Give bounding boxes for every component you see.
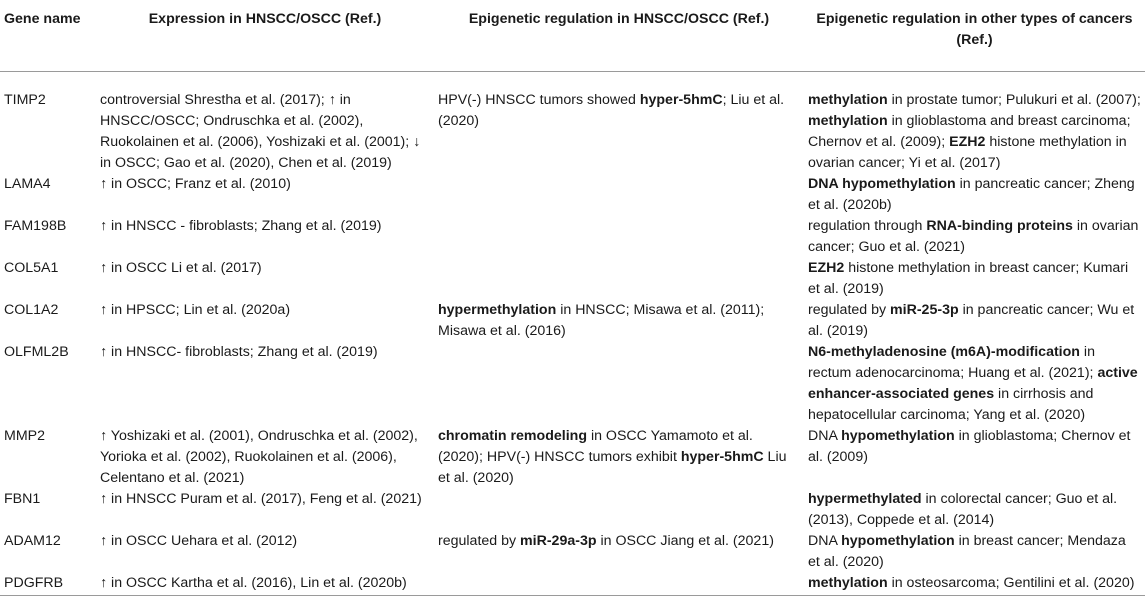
gene-name-cell: OLFML2B	[4, 343, 69, 360]
gene-name-cell: COL1A2	[4, 301, 59, 318]
expression-cell: ↑ in OSCC Uehara et al. (2012)	[100, 532, 298, 549]
bold-term: EZH2	[949, 133, 986, 150]
text-segment: in cirrhosis and hepatocellular carcinoma; Yang et al. (2020)	[808, 385, 1094, 423]
gene-name-cell: TIMP2	[4, 91, 46, 108]
text-segment: in osteosarcoma; Gentilini et al. (2020)	[887, 574, 1135, 591]
gene-name-cell: MMP2	[4, 427, 45, 444]
text-segment: in ovarian cancer; Guo et al. (2021)	[808, 217, 1139, 255]
table-body	[0, 71, 1145, 595]
table-row	[0, 300, 1145, 342]
bold-term: RNA-binding proteins	[926, 217, 1073, 234]
text-segment: in HNSCC; Misawa et al. (2011); Misawa et al. (2016)	[438, 301, 765, 339]
table-row	[0, 426, 1145, 489]
bold-term: N6-methyladenosine (m6A)-modification	[808, 343, 1080, 360]
expression-cell: ↑ in HNSCC- fibroblasts; Zhang et al. (2019)	[100, 343, 378, 360]
bold-term: hypomethylation	[841, 532, 955, 549]
table-row	[0, 489, 1145, 531]
text-segment: HPV(-) HNSCC tumors showed	[438, 91, 640, 108]
bold-term: hypomethylation	[841, 427, 955, 444]
hnscc-regulation-cell	[434, 258, 804, 300]
hnscc-regulation-cell	[434, 489, 804, 531]
table-row	[0, 258, 1145, 300]
hnscc-regulation-cell	[434, 342, 804, 426]
bold-term: methylation	[808, 91, 888, 108]
other-cancer-regulation-cell	[804, 216, 1145, 258]
table-row	[0, 174, 1145, 216]
bold-term: miR-25-3p	[890, 301, 959, 318]
bold-term: chromatin remodeling	[438, 427, 587, 444]
header-expression: Expression in HNSCC/OSCC (Ref.)	[148, 11, 382, 27]
text-segment: DNA	[808, 532, 842, 549]
other-cancer-regulation-cell	[804, 426, 1145, 489]
other-cancer-regulation-cell	[804, 531, 1145, 573]
table-row	[0, 71, 1145, 174]
text-segment: regulation through	[808, 217, 927, 234]
text-segment: in pancreatic cancer; Wu et al. (2019)	[808, 301, 1135, 339]
expression-cell: ↑ in OSCC Kartha et al. (2016), Lin et al. (2020b)	[100, 574, 407, 591]
expression-cell: ↑ in OSCC Li et al. (2017)	[100, 259, 262, 276]
text-segment: regulated by	[438, 532, 521, 549]
text-segment: Liu et al. (2020)	[438, 448, 787, 486]
gene-name-cell: LAMA4	[4, 175, 51, 192]
hnscc-regulation-cell	[434, 573, 804, 596]
expression-cell: ↑ in HNSCC Puram et al. (2017), Feng et al. (2021)	[100, 490, 422, 507]
text-segment: ; Liu et al. (2020)	[438, 91, 785, 129]
bold-term: hypermethylated	[808, 490, 922, 507]
bold-term: miR-29a-3p	[520, 532, 597, 549]
hnscc-regulation-cell	[434, 426, 804, 489]
other-cancer-regulation-cell	[804, 342, 1145, 426]
text-segment: in glioblastoma; Chernov et al. (2009)	[808, 427, 1131, 465]
bold-term: hypermethylation	[438, 301, 557, 318]
text-segment: regulated by	[808, 301, 891, 318]
text-segment: in prostate tumor; Pulukuri et al. (2007);	[887, 91, 1141, 108]
table-row	[0, 342, 1145, 426]
other-cancer-regulation-cell	[804, 489, 1145, 531]
text-segment: in OSCC Yamamoto et al. (2020); HPV(-) HNSCC tumors exhibit	[438, 427, 753, 465]
bold-term: active enhancer-associated genes	[808, 364, 1138, 402]
text-segment: in OSCC Jiang et al. (2021)	[596, 532, 774, 549]
text-segment: in colorectal cancer; Guo et al. (2013), Coppede et al. (2014)	[808, 490, 1118, 528]
other-cancer-regulation-cell	[804, 174, 1145, 216]
header-row	[0, 0, 1145, 71]
expression-cell: controversial Shrestha et al. (2017); ↑ in HNSCC/OSCC; Ondruschka et al. (2002), Ruokolainen et al. (2006), Yoshizaki et al. (2001); ↓ in OSCC; Gao et al. (2020), Chen et al. (2019)	[100, 91, 421, 171]
hnscc-regulation-cell	[434, 216, 804, 258]
other-cancer-regulation-cell	[804, 71, 1145, 174]
table-row	[0, 216, 1145, 258]
bold-term: DNA hypomethylation	[808, 175, 956, 192]
text-segment: in glioblastoma and breast carcinoma; Chernov et al. (2009);	[808, 112, 1131, 150]
gene-name-cell: COL5A1	[4, 259, 59, 276]
expression-cell: ↑ in HNSCC - fibroblasts; Zhang et al. (2019)	[100, 217, 382, 234]
text-segment: in pancreatic cancer; Zheng et al. (2020b)	[808, 175, 1135, 213]
hnscc-regulation-cell	[434, 531, 804, 573]
header-epigenetic-hnscc: Epigenetic regulation in HNSCC/OSCC (Ref.)	[468, 11, 770, 27]
gene-name-cell: PDGFRB	[4, 574, 64, 591]
header-gene-name: Gene name	[4, 11, 81, 27]
bold-term: EZH2	[808, 259, 845, 276]
other-cancer-regulation-cell	[804, 573, 1145, 596]
gene-name-cell: FBN1	[4, 490, 41, 507]
other-cancer-regulation-cell	[804, 300, 1145, 342]
text-segment: histone methylation in breast cancer; Kumari et al. (2019)	[808, 259, 1129, 297]
table-row	[0, 531, 1145, 573]
text-segment: histone methylation in ovarian cancer; Yi et al. (2017)	[808, 133, 1127, 171]
bold-term: methylation	[808, 574, 888, 591]
text-segment: in rectum adenocarcinoma; Huang et al. (2021);	[808, 343, 1098, 381]
bold-term: methylation	[808, 112, 888, 129]
expression-cell: ↑ Yoshizaki et al. (2001), Ondruschka et al. (2002), Yorioka et al. (2002), Ruokolainen et al. (2006), Celentano et al. (2021)	[100, 427, 418, 486]
gene-name-cell: FAM198B	[4, 217, 67, 234]
hnscc-regulation-cell	[434, 71, 804, 174]
hnscc-regulation-cell	[434, 174, 804, 216]
text-segment: in breast cancer; Mendaza et al. (2020)	[808, 532, 1126, 570]
header-epigenetic-other: Epigenetic regulation in other types of cancers (Ref.)	[816, 11, 1133, 48]
hnscc-regulation-cell	[434, 300, 804, 342]
expression-cell: ↑ in OSCC; Franz et al. (2010)	[100, 175, 291, 192]
bold-term: hyper-5hmC	[639, 91, 723, 108]
table-row	[0, 573, 1145, 596]
expression-cell: ↑ in HPSCC; Lin et al. (2020a)	[100, 301, 291, 318]
other-cancer-regulation-cell	[804, 258, 1145, 300]
gene-name-cell: ADAM12	[4, 532, 61, 549]
text-segment: DNA	[808, 427, 842, 444]
bold-term: hyper-5hmC	[680, 448, 764, 465]
